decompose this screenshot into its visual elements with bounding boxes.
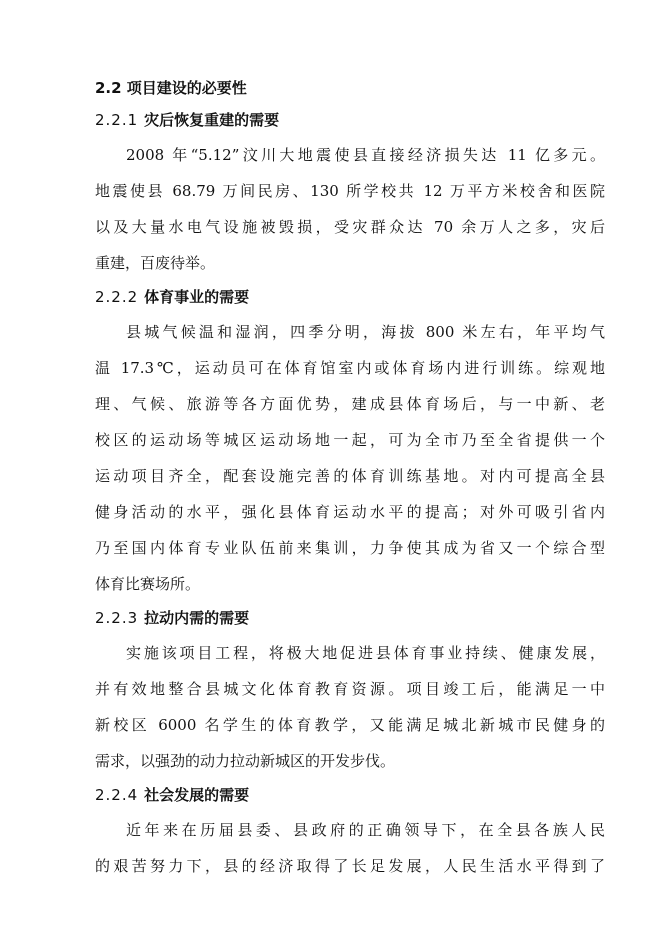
document-page	[95, 72, 605, 884]
paragraph-line: 运动项目齐全，配套设施完善的体育训练基地。对内可提高全县	[95, 467, 605, 485]
subsection-heading-2-2-4	[95, 779, 605, 812]
paragraph-domestic-demand	[95, 635, 605, 779]
paragraph-disaster-recovery	[95, 137, 605, 281]
paragraph-line: 近年来在历届县委、县政府的正确领导下，在全县各族人民	[126, 821, 605, 839]
subsection-title: 拉动内需的需要	[144, 609, 250, 627]
subsection-title: 灾后恢复重建的需要	[144, 111, 280, 129]
paragraph-line: 2008 年“5.12”汶川大地震使县直接经济损失达 11 亿多元。	[126, 146, 605, 164]
subsection-number: 2.2.3	[95, 609, 139, 627]
paragraph-line: 新校区 6000 名学生的体育教学，又能满足城北新城市民健身的	[95, 716, 605, 734]
subsection-number: 2.2.2	[95, 288, 139, 306]
subsection-title: 体育事业的需要	[144, 288, 250, 306]
paragraph-line: 乃至国内体育专业队伍前来集训，力争使其成为省又一个综合型	[95, 539, 605, 557]
paragraph-line: 县城气候温和湿润，四季分明，海拔 800 米左右，年平均气	[126, 323, 605, 341]
paragraph-line: 实施该项目工程，将极大地促进县体育事业持续、健康发展，	[126, 644, 605, 662]
subsection-number: 2.2.4	[95, 786, 139, 804]
paragraph-line: 以及大量水电气设施被毁损，受灾群众达 70 余万人之多，灾后	[95, 218, 605, 236]
paragraph-line: 并有效地整合县城文化体育教育资源。项目竣工后，能满足一中	[95, 680, 605, 698]
subsection-number: 2.2.1	[95, 111, 139, 129]
paragraph-line: 需求，以强劲的动力拉动新城区的开发步伐。	[95, 752, 396, 770]
subsection-heading-2-2-3	[95, 602, 605, 635]
paragraph-line: 重建，百废待举。	[95, 254, 216, 272]
subsection-title: 社会发展的需要	[144, 786, 250, 804]
paragraph-social-development	[95, 812, 605, 884]
paragraph-sports	[95, 314, 605, 602]
subsection-heading-2-2-1	[95, 104, 605, 137]
paragraph-line: 的艰苦努力下，县的经济取得了长足发展，人民生活水平得到了	[95, 857, 605, 875]
paragraph-line: 理、气候、旅游等各方面优势，建成县体育场后，与一中新、老	[95, 395, 605, 413]
paragraph-line: 温 17.3℃，运动员可在体育馆室内或体育场内进行训练。综观地	[95, 359, 605, 377]
paragraph-line: 体育比赛场所。	[95, 575, 201, 593]
paragraph-line: 校区的运动场等城区运动场地一起，可为全市乃至全省提供一个	[95, 431, 605, 449]
paragraph-line: 地震使县 68.79 万间民房、130 所学校共 12 万平方米校舍和医院	[95, 182, 605, 200]
paragraph-line: 健身活动的水平，强化县体育运动水平的提高；对外可吸引省内	[95, 503, 605, 521]
subsection-heading-2-2-2	[95, 281, 605, 314]
section-heading: 2.2 项目建设的必要性	[95, 79, 247, 97]
